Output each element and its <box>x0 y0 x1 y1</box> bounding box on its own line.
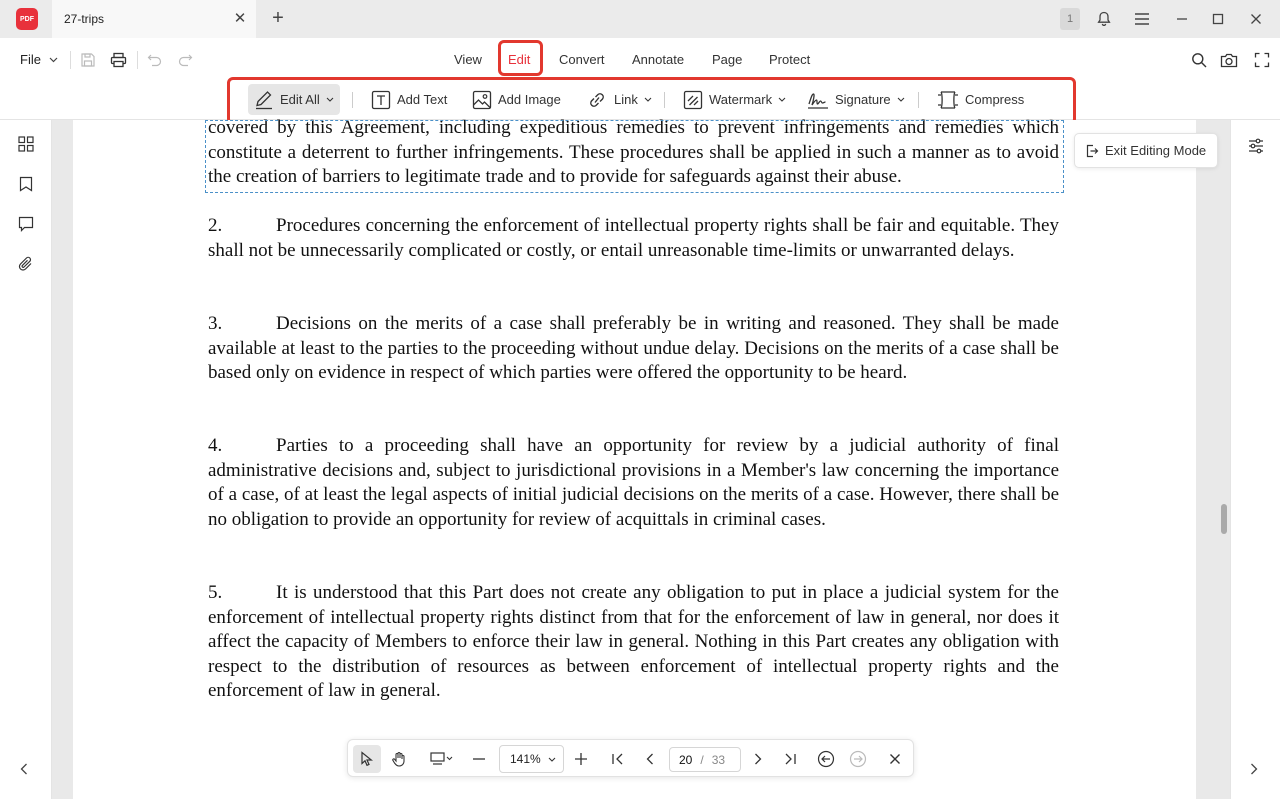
redo-icon[interactable] <box>175 50 195 70</box>
attachment-icon[interactable] <box>16 254 36 274</box>
minimize-icon[interactable] <box>1169 8 1195 30</box>
document-tab[interactable] <box>52 0 256 38</box>
account-badge[interactable]: 1 <box>1060 8 1080 30</box>
paragraph-5[interactable] <box>208 581 1059 704</box>
next-page-icon[interactable] <box>744 745 772 773</box>
fullscreen-icon[interactable] <box>1252 50 1272 70</box>
close-window-icon[interactable] <box>1243 8 1269 30</box>
menu-edit[interactable]: Edit <box>508 52 531 67</box>
zoom-level-dropdown[interactable] <box>499 745 564 773</box>
paragraph-1-tail[interactable]: covered by this Agreement, including expeditious remedies to prevent infringements and remedies which constitute a deterrent to further infringements. These procedures shall be applied in such a manner as to avoid the creation of barriers to legitimate trade and to provide for safeguards against their abuse. <box>208 117 1059 187</box>
divider <box>137 51 138 69</box>
new-tab-icon[interactable]: + <box>272 7 284 29</box>
paragraph-2[interactable] <box>208 214 1059 263</box>
chevron-down-icon <box>548 757 556 762</box>
paragraph-text: Decisions on the merits of a case shall preferably be in writing and reasoned. They shall be made available at least to the parties to the proceeding without undue delay. Decisions on the merits of a case shall be based only on evidence in respect of which parties were offered the opportunity to be heard. <box>208 313 1059 383</box>
total-pages: 33 <box>711 752 726 767</box>
previous-page-icon[interactable] <box>636 745 664 773</box>
hand-tool-icon[interactable] <box>385 745 413 773</box>
divider <box>70 51 71 69</box>
menu-bar <box>0 38 1280 81</box>
close-toolbar-icon[interactable] <box>881 745 909 773</box>
file-menu-label: File <box>20 52 41 67</box>
properties-sliders-icon[interactable] <box>1246 136 1266 156</box>
file-menu[interactable] <box>20 52 58 67</box>
save-icon[interactable] <box>78 50 98 70</box>
paragraph-3[interactable] <box>208 312 1059 386</box>
link-label: Link <box>614 92 638 107</box>
add-text-label: Add Text <box>397 92 448 107</box>
view-mode-dropdown[interactable] <box>425 745 459 773</box>
bottom-navigation-bar <box>347 739 914 777</box>
select-tool-icon[interactable] <box>353 745 381 773</box>
hamburger-menu-icon[interactable] <box>1129 8 1155 30</box>
menu-view[interactable]: View <box>454 52 482 67</box>
menu-protect[interactable]: Protect <box>769 52 811 67</box>
paragraph-4[interactable] <box>208 434 1059 532</box>
zoom-in-icon[interactable] <box>567 745 595 773</box>
last-page-icon[interactable] <box>776 745 804 773</box>
menu-page[interactable]: Page <box>712 52 743 67</box>
vertical-scrollbar[interactable] <box>1221 504 1227 534</box>
previous-view-icon[interactable] <box>812 745 840 773</box>
chevron-down-icon <box>49 57 58 63</box>
exit-icon <box>1085 144 1099 158</box>
screenshot-camera-icon[interactable] <box>1219 50 1239 70</box>
first-page-icon[interactable] <box>604 745 632 773</box>
document-tab-title: 27-trips <box>64 12 105 26</box>
close-tab-icon[interactable]: ✕ <box>233 10 247 27</box>
paragraph-number: 2. <box>208 215 223 236</box>
title-bar <box>0 0 1280 38</box>
paragraph-text: Procedures concerning the enforcement of intellectual property rights shall be fair and equitable. They shall not be unnecessarily complicated or costly, or entail unreasonable time-limits or unwarranted delays. <box>208 215 1059 261</box>
zoom-out-icon[interactable] <box>465 745 493 773</box>
paragraph-number: 4. <box>208 435 223 456</box>
signature-label: Signature <box>835 92 891 107</box>
notification-bell-icon[interactable] <box>1091 8 1117 30</box>
paragraph-text: Parties to a proceeding shall have an opportunity for review by a judicial authority of final administrative decisions and, subject to jurisdictional provisions in a Member's law concerning the importance of a case, of at least the legal aspects of initial judicial decisions on the merits of a case. However, there shall be no obligation to provide an opportunity for review of acquittals in criminal cases. <box>208 435 1059 530</box>
maximize-icon[interactable] <box>1205 8 1231 30</box>
page-separator: / <box>700 752 704 767</box>
current-page: 20 <box>679 752 693 767</box>
app-logo-icon: PDF <box>16 8 38 30</box>
add-image-label: Add Image <box>498 92 561 107</box>
comment-icon[interactable] <box>16 214 36 234</box>
collapse-right-icon[interactable] <box>1250 762 1258 778</box>
paragraph-number: 5. <box>208 582 223 603</box>
right-sidebar <box>1230 120 1280 799</box>
text-edit-box[interactable] <box>205 120 1064 193</box>
compress-label: Compress <box>965 92 1025 107</box>
bookmark-icon[interactable] <box>16 174 36 194</box>
collapse-left-icon[interactable] <box>20 762 28 778</box>
exit-editing-mode-label: Exit Editing Mode <box>1105 143 1207 158</box>
paragraph-number: 3. <box>208 313 223 334</box>
zoom-level-value: 141% <box>510 752 541 766</box>
page-number-input[interactable] <box>669 747 741 772</box>
left-sidebar <box>0 120 52 799</box>
exit-editing-mode-button[interactable] <box>1074 133 1218 168</box>
menu-convert[interactable]: Convert <box>559 52 605 67</box>
undo-icon[interactable] <box>145 50 165 70</box>
search-icon[interactable] <box>1189 50 1209 70</box>
paragraph-text: It is understood that this Part does not create any obligation to put in place a judicial system for the enforcement of intellectual property rights distinct from that for the enforcement of law in general, nor does it affect the capacity of Members to enforce their law in general. Nothing in this Part creates any obligation with respect to the distribution of resources as between enforcement of intellectual property rights and the enforcement of law in general. <box>208 582 1059 701</box>
print-icon[interactable] <box>108 50 128 70</box>
next-view-icon[interactable] <box>844 745 872 773</box>
edit-all-label: Edit All <box>280 92 320 107</box>
edit-menu-highlight <box>498 40 543 76</box>
thumbnails-icon[interactable] <box>16 134 36 154</box>
menu-annotate[interactable]: Annotate <box>632 52 685 67</box>
watermark-label: Watermark <box>709 92 773 107</box>
